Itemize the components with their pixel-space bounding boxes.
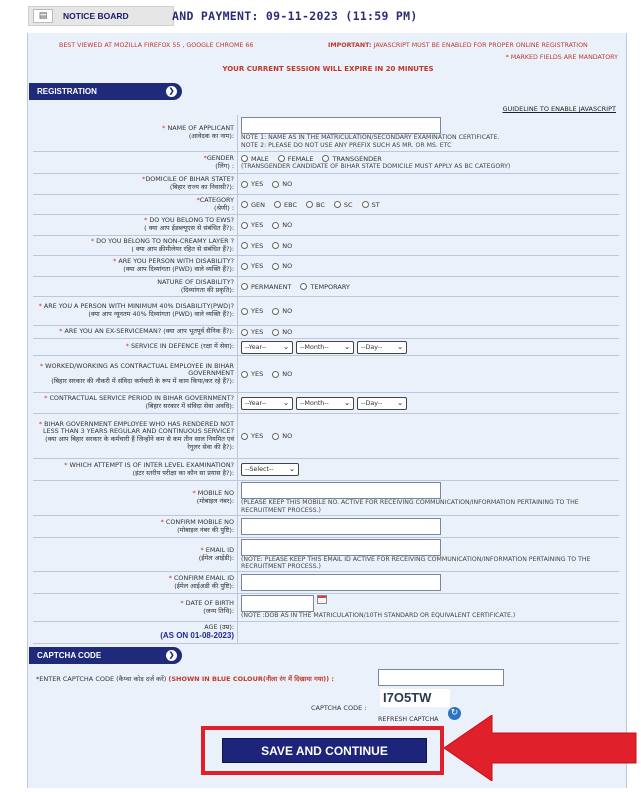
row-category: *CATEGORY (श्रेणी) : GEN EBC BC SC ST [33, 195, 619, 215]
row-domicile: *DOMICILE OF BIHAR STATE? (बिहार राज्य का निवासी?): YES NO [33, 174, 619, 195]
name-note-1: NOTE 1: NAME AS IN THE MATRICULATION/SECONDARY EXAMINATION CERTIFICATE. [241, 134, 500, 142]
ews-yes-radio[interactable]: YES [241, 221, 263, 229]
exservice-no-radio[interactable]: NO [272, 328, 292, 336]
row-mobile: * MOBILE NO (मोबाइल नंबर): (PLEASE KEEP THIS MOBILE NO. ACTIVE FOR RECEIVING COMMUNICATION/INFORMATION PERTAINING TO THE RECRUITMENT PROCESS.) [33, 481, 619, 516]
top-bar [0, 0, 641, 32]
confirm-mobile-input[interactable] [241, 518, 441, 535]
gender-male-radio[interactable]: MALE [241, 155, 269, 163]
name-note-2: NOTE 2: PLEASE DO NOT USE ANY PREFIX SUCH AS MR. OR MS. ETC [241, 141, 452, 149]
pwd40-yes-radio[interactable]: YES [241, 307, 263, 315]
row-confirm-mobile: * CONFIRM MOBILE NO (मोबाइल नंबर की पुष्टि): [33, 516, 619, 538]
age-value [238, 622, 619, 643]
exservice-yes-radio[interactable]: YES [241, 328, 263, 336]
captcha-prompt: *ENTER CAPTCHA CODE (कैप्चा कोड दर्ज करें) (SHOWN IN BLUE COLOUR(नीला रंग में दिखाया गया)) : [36, 675, 334, 683]
gender-note: (TRANSGENDER CANDIDATE OF BIHAR STATE DOMICILE MUST APPLY AS BC CATEGORY) [241, 162, 511, 170]
contract-no-radio[interactable]: NO [272, 370, 292, 378]
chevron-right-icon: ❯ [166, 650, 177, 661]
row-pwd40: * ARE YOU A PERSON WITH MINIMUM 40% DISABILITY(PWD)? (क्या आप न्यूनतम 40% दिव्यांगता (PWD) वाले व्यक्ति हैं?): YES NO [33, 297, 619, 326]
ncl-no-radio[interactable]: NO [272, 242, 292, 250]
row-contract-period: * CONTRACTUAL SERVICE PERIOD IN BIHAR GOVERNMENT? (बिहार सरकार में संविदा सेवा अवधि): --Year-- ⌄ --Month-- ⌄ --Day-- ⌄ [33, 393, 619, 414]
category-sc-radio[interactable]: SC [334, 201, 353, 209]
govt3-no-radio[interactable]: NO [272, 432, 292, 440]
email-note: (NOTE: PLEASE KEEP THIS EMAIL ID ACTIVE FOR RECEIVING COMMUNICATION/INFORMATION PERTAINING TO THE RECRUITMENT PROCESS.) [241, 555, 591, 570]
row-email: * EMAIL ID (ईमेल आईडी): (NOTE: PLEASE KEEP THIS EMAIL ID ACTIVE FOR RECEIVING COMMUNICATION/INFORMATION PERTAINING TO THE RECRUITMENT PROCESS.) [33, 538, 619, 572]
notice-board-label: NOTICE BOARD [63, 11, 129, 21]
category-bc-radio[interactable]: BC [306, 201, 325, 209]
pwd-no-radio[interactable]: NO [272, 262, 292, 270]
guideline-link[interactable]: GUIDELINE TO ENABLE JAVASCRIPT [502, 105, 616, 113]
dob-note: (NOTE :DOB AS IN THE MATRICULATION/10TH STANDARD OR EQUIVALENT CERTIFICATE.) [241, 612, 516, 620]
session-warning: YOUR CURRENT SESSION WILL EXPIRE IN 20 MINUTES [222, 65, 434, 73]
domicile-yes-radio[interactable]: YES [241, 180, 263, 188]
ncl-yes-radio[interactable]: YES [241, 242, 263, 250]
mobile-input[interactable] [241, 482, 441, 499]
contract-day-select[interactable]: --Day-- ⌄ [357, 397, 407, 410]
captcha-section-header [29, 647, 182, 664]
browser-note: BEST VIEWED AT MOZILLA FIREFOX 55 , GOOGLE CHROME 66 [59, 42, 254, 49]
domicile-no-radio[interactable]: NO [272, 180, 292, 188]
chevron-down-icon: ⌄ [283, 342, 289, 351]
captcha-image: I7O5TW [380, 689, 450, 707]
captcha-code-label: CAPTCHA CODE : [311, 704, 367, 712]
chevron-right-icon: ❯ [166, 86, 177, 97]
row-ncl: * DO YOU BELONG TO NON-CREAMY LAYER ? ( क्या आप क्रीमीलेयर रहित से संबंधित हैं?): YES NO [33, 236, 619, 256]
gender-transgender-radio[interactable]: TRANSGENDER [322, 155, 381, 163]
important-note [328, 42, 588, 49]
chevron-down-icon: ⌄ [397, 342, 403, 351]
applicant-name-input[interactable] [241, 117, 441, 134]
row-pwd: * ARE YOU PERSON WITH DISABILITY? (क्या आप दिव्यांगता (PWD) वाले व्यक्ति हैं?): YES NO [33, 256, 619, 277]
attempt-select[interactable]: --Select-- ⌄ [241, 463, 299, 476]
row-contractual: * WORKED/WORKING AS CONTRACTUAL EMPLOYEE IN BIHAR GOVERNMENT (बिहार सरकार की नौकरी में संविदा कर्मचारी के रूप में काम किया/कर रहे हैं?): YES NO [33, 356, 619, 393]
row-gender [33, 152, 619, 174]
dob-input[interactable] [241, 595, 314, 612]
registration-form [33, 115, 619, 644]
row-dob: * DATE OF BIRTH (जन्म तिथि): (NOTE :DOB AS IN THE MATRICULATION/10TH STANDARD OR EQUIVALENT CERTIFICATE.) [33, 594, 619, 622]
contract-month-select[interactable]: --Month-- ⌄ [296, 397, 354, 410]
gender-female-radio[interactable]: FEMALE [278, 155, 314, 163]
highlight-arrow-icon [444, 715, 640, 781]
important-label: IMPORTANT: [328, 42, 372, 49]
registration-section-label: REGISTRATION [37, 87, 97, 96]
row-govt-3-years: * BIHAR GOVERNMENT EMPLOYEE WHO HAS RENDERED NOT LESS THAN 3 YEARS REGULAR AND CONTINUOUS SERVICE? (क्या आप बिहार सरकार के कर्मचारी हैं जिन्होंने कम से कम तीन साल नियमित एवं रेगुलर सेवा की है?): YES NO [33, 414, 619, 459]
pwd-yes-radio[interactable]: YES [241, 262, 263, 270]
row-defence: * SERVICE IN DEFENCE (रक्षा में सेवा): --Year-- ⌄ --Month-- ⌄ --Day-- ⌄ [33, 339, 619, 356]
row-confirm-email: * CONFIRM EMAIL ID (ईमेल आईअडी की पुष्टि): [33, 572, 619, 594]
email-input[interactable] [241, 539, 441, 556]
category-ebc-radio[interactable]: EBC [274, 201, 297, 209]
row-name [33, 115, 619, 152]
contract-yes-radio[interactable]: YES [241, 370, 263, 378]
nature-temporary-radio[interactable]: TEMPORARY [300, 283, 350, 291]
notice-board-icon: ▤ [33, 9, 53, 23]
refresh-captcha-link[interactable]: REFRESH CAPTCHA [378, 716, 439, 723]
important-text: JAVASCRIPT MUST BE ENABLED FOR PROPER ONLINE REGISTRATION [373, 42, 588, 49]
chevron-down-icon: ⌄ [283, 398, 289, 407]
row-attempt: * WHICH ATTEMPT IS OF INTER LEVEL EXAMINATION? (इंटर स्तरीय परीक्षा का कौन सा प्रयास है?): --Select-- ⌄ [33, 459, 619, 481]
age-as-on: (AS ON 01-08-2023) [160, 631, 234, 640]
govt3-yes-radio[interactable]: YES [241, 432, 263, 440]
row-ews: * DO YOU BELONG TO EWS? ( क्या आप ईडब्ल्यूएस से संबंधित हैं?): YES NO [33, 215, 619, 236]
pwd40-no-radio[interactable]: NO [272, 307, 292, 315]
category-gen-radio[interactable]: GEN [241, 201, 265, 209]
mandatory-note: * MARKED FIELDS ARE MANDATORY [505, 54, 618, 61]
row-exserviceman: * ARE YOU AN EX-SERVICEMAN? (क्या आप भूतपूर्व सैनिक हैं?): YES NO [33, 326, 619, 339]
defence-day-select[interactable]: --Day-- ⌄ [357, 341, 407, 354]
chevron-down-icon: ⌄ [397, 398, 403, 407]
name-label: * NAME OF APPLICANT (आवेदक का नाम): [33, 115, 238, 151]
calendar-icon[interactable] [317, 595, 327, 604]
registration-section-header [29, 83, 182, 100]
confirm-email-input[interactable] [241, 574, 441, 591]
save-and-continue-button[interactable]: SAVE AND CONTINUE [222, 738, 427, 763]
contract-year-select[interactable]: --Year-- ⌄ [241, 397, 293, 410]
row-nature-disability: NATURE OF DISABILITY? (दिव्यांगता की प्रकृति): PERMANENT TEMPORARY [33, 277, 619, 297]
notice-board-tab[interactable] [28, 6, 174, 26]
captcha-input[interactable] [378, 669, 504, 686]
gender-label: *GENDER (लिंग) : [33, 152, 238, 173]
nature-permanent-radio[interactable]: PERMANENT [241, 283, 291, 291]
chevron-down-icon: ⌄ [344, 398, 350, 407]
chevron-down-icon: ⌄ [344, 342, 350, 351]
mobile-note: (PLEASE KEEP THIS MOBILE NO. ACTIVE FOR RECEIVING COMMUNICATION/INFORMATION PERTAINING TO THE RECRUITMENT PROCESS.) [241, 499, 579, 514]
chevron-down-icon: ⌄ [289, 465, 295, 473]
captcha-section-label: CAPTCHA CODE [37, 651, 102, 660]
category-st-radio[interactable]: ST [362, 201, 380, 209]
notice-marquee: AND PAYMENT: 09-11-2023 (11:59 PM) [172, 9, 418, 23]
defence-month-select[interactable]: --Month-- ⌄ [296, 341, 354, 354]
ews-no-radio[interactable]: NO [272, 221, 292, 229]
defence-year-select[interactable]: --Year-- ⌄ [241, 341, 293, 354]
refresh-icon[interactable]: ↻ [448, 707, 461, 720]
row-age: AGE (उम्र): (AS ON 01-08-2023) [33, 622, 619, 644]
